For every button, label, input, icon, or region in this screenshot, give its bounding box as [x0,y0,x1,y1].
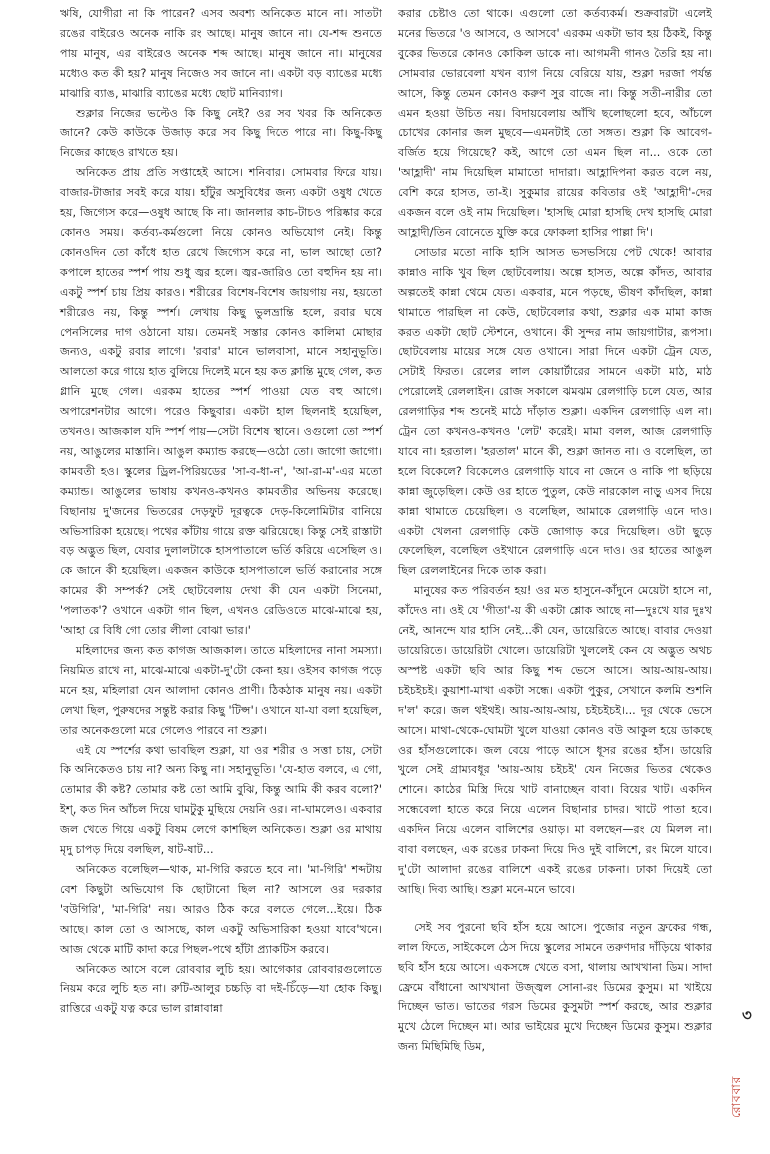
paragraph: সেই সব পুরনো ছবি হাঁস হয়ে আসে। পুজোর নতুন ফ্রকের গন্ধ, লাল ফিতে, সাইকেলে ঠেস দিয়ে স্কুলের সামনে তরুণদার দাঁড়িয়ে থাকার ছবি হাঁস হয়ে আসে। একসঙ্গে খেতে বসা, থালায় আখখানা ডিম। সাদা ফ্রেমে বাঁধানো আখখানা উজ্জ্বল সোনা-রং ডিমের কুসুম। মা খাইয়ে দিচ্ছেন ভাত। ভাতের গরস ডিমের কুসুমটা স্পর্শ করছে, আর শুক্লার মুখে ঠেলে দিচ্ছেন মা। আর ভাইয়ের মুখে দিচ্ছেন ডিমের কুসুম। শুক্লার জন্য মিছিমিছি ডিম, [398,920,712,1054]
paragraph: করার চেষ্টাও তো থাকে। এগুলো তো কর্তব্যকর্ম। শুক্রবারটা এলেই মনের ভিতরে 'ও আসবে, ও আসবে' এরকম একটা ভাব হয় ঠিকই, কিন্তু বুকের ভিতরে কোনও কোকিল ডাকে না। আগমনী গানও তৈরি হয় না। সোমবার ভোরবেলা যখন ব্যাগ নিয়ে বেরিয়ে যায়, শুক্লা দরজা পর্যন্ত আসে, কিন্তু তেমন কোনও করুণ সুর বাজে না। কিন্তু সতী-নারীর তো এমন হওয়া উচিত নয়। বিদায়বেলায় আঁখি ছলোছলো হবে, আঁচলে চোখের কোনার জল মুছবে—এমনটাই তো সঙ্গত। শুক্লা কি আবেগ-বর্জিত হয়ে গিয়েছে? কই, আগে তো এমন ছিল না... ওকে তো 'আহ্লাদী' নাম দিয়েছিল মামাতো দাদারা। আহ্লাদিপনা করত বলে নয়, বেশি করে হাসত, তা-ই। সুকুমার রায়ের কবিতার ওই 'আহ্লাদী'-দের একজন বলে ওই নাম দিয়েছিল। 'হাসছি মোরা হাসছি দেখ হাসছি মোরা আহ্লাদী/তিন বোনেতে যুক্তি করে ফোকলা হাসির পাল্লা দি'। [398,7,712,239]
paragraph: অনিকেত প্রায় প্রতি সপ্তাহেই আসে। শনিবার। সোমবার ফিরে যায়। বাজার-টাজার সবই করে যায়। হাঁটুর অসুবিধের জন্য একটা ওষুধ খেতে হয়, জিগ্যেস করে—ওষুধ আছে কি না। জানলার কাচ-টাচও পরিষ্কার করে কোনও সময়। কর্তব্য-কর্মগুলো নিয়ে কোনও অভিযোগ নেই। কিন্তু কোনওদিন তো কাঁধে হাত রেখে জিগ্যেস করে না, ভাল আছো তো? কপালে হাতের স্পর্শ পায় শুধু জ্বর হলে। জ্বর-জারিও তো বহুদিন হয় না। একটু স্পর্শ চায় প্রিয় কারও। শরীরের বিশেষ-বিশেষ জায়গায় নয়, হয়তো শরীরেও নয়, কিন্তু স্পর্শ। লেখায় কিছু ভুলভ্রান্তি হলে, রবার ঘষে পেনসিলের দাগ ওঠানো যায়। তেমনই সস্তার কোনও কালিমা মোছার জন্যও, একটু রবার লাগে। 'রবার' মানে ভালবাসা, মানে সহানুভূতি। আলতো করে গায়ে হাত বুলিয়ে দিলেই মনে হয় কত ক্লান্তি মুছে গেল, কত গ্লানি মুছে গেল। এরকম হাতের স্পর্শ পাওয়া যেত বহু আগে। অপারেশনটার আগে। পরেও কিছুবার। একটা হাল ছিলনাই হয়েছিল, তখনও। আজকাল যদি স্পর্শ পায়—সেটা বিশেষ স্থানে। ওগুলো তো স্পর্শ নয়, আঙুলের মাস্তানি। আঙুল কম্যান্ড করছে—ওঠো তো। জাগো জাগো। কামবতী হও। স্কুলের ড্রিল-পিরিয়ডের 'সা-ব-ধা-ন', 'আ-রা-ম'-এর মতো কম্যান্ড। আঙুলের ভাষায় কখনও-কখনও কামবতীর অভিনয় করেছে। বিছানায় দু'জনের ভিতরের দেড়ফুট দূরত্বকে দেড়-কিলোমিটার বানিয়ে অভিসারিকা হয়েছে। পথের কাঁটায় গায়ে রক্ত ঝরিয়েছে। কিন্তু সেই রাস্তাটা বড় অদ্ভুত ছিল, যেবার দুলালটাকে হাসপাতালে ভর্তি করিয়ে এসেছিল ও। কে জানে কী হয়েছিল। একজন কাউকে হাসপাতালে ভর্তি করানোর সঙ্গে কামের কী সম্পর্ক? সেই ছোটবেলায় দেখা কী যেন একটা সিনেমা, 'পলাতক'? ওখানে একটা গান ছিল, এখনও রেডিওতে মাঝে-মাঝে হয়, 'আহা রে বিধি গো তোর লীলা বোঝা ভার।' [60,166,382,638]
paragraph: অনিকেত বলেছিল—থাক, মা-গিরি করতে হবে না। 'মা-গিরি' শব্দটায় বেশ কিছুটা অভিযোগ কি ছোটানো ছিল না? আসলে ওর দরকার 'বউগিরি', 'মা-গিরি' নয়। আরও ঠিক করে বলতে গেলে...ইয়ে। ঠিক আছে। কাল তো ও আসছে, কাল একটু অভিসারিকা হওয়া যাবে'খনে। আজ থেকে মাটি কাদা করে পিছল-পথে হাঁটা প্র্যাকটিস করবে। [60,862,382,956]
paragraph: শুক্লার নিজের ভল্টেও কি কিছু নেই? ওর সব খবর কি অনিকেত জানে? কেউ কাউকে উজাড় করে সব কিছু দিতে পারে না। কিছু-কিছু নিজের কাছেও রাখতে হয়। [60,106,382,160]
paragraph: সোডার মতো নাকি হাসি আসত ভসভসিয়ে পেট থেকে! আবার কান্নাও নাকি খুব ছিল ছোটবেলায়। অল্পে হাসত, অল্পে কাঁদত, আবার অল্পতেই কান্না থেমে যেত। একবার, মনে পড়ছে, ভীষণ কাঁদছিল, কান্না থামাতে পারছিল না কেউ, ছোটবেলার কথা, শুক্লার এক মামা কাজ করত একটা ছোট স্টেশনে, ওখানে। কী সুন্দর নাম জায়গাটার, রূপসা। ছোটবেলায় মায়ের সঙ্গে যেত ওখানে। সারা দিনে একটা ট্রেন যেত, সেটাই ফিরত। রেলের লাল কোয়ার্টারের সামনে একটা মাঠ, মাঠ পেরোলেই রেললাইন। রোজ সকালে ঝমঝম রেলগাড়ি চলে যেত, আর রেলগাড়ির শব্দ শুনেই মাঠে দাঁড়াত শুক্লা। একদিন রেলগাড়ি এল না। ট্রেন তো কখনও-কখনও 'লেট' করেই। মামা বলল, আজ রেলগাড়ি যাবে না। হরতাল। 'হরতাল' মানে কী, শুক্লা জানত না। ও বলেছিল, তা হলে বিকেলে? বিকেলেও রেলগাড়ি যাবে না জেনে ও নাকি পা ছড়িয়ে কান্না জুড়েছিল। কেউ ওর হাতে পুতুল, কেউ নারকোল নাড়ু এসব দিয়ে কান্না থামাতে চেয়েছিল। ও বলেছিল, আমাকে রেলগাড়ি এনে দাও। একটা খেলনা রেলগাড়ি কেউ জোগাড় করে দিয়েছিল। ওটা ছুড়ে ফেলেছিল, বলেছিল ওইখানে রেলগাড়ি এনে দাও। ওর হাতের আঙুল ছিল রেললাইনের দিকে তাক করা। [398,245,712,578]
paragraph: মহিলাদের জন্য কত কাগজ আজকাল। তাতে মহিলাদের নানা সমস্যা। নিয়মিত রাখে না, মাঝে-মাঝে একটা-দু'টো কেনা হয়। ওইসব কাগজ পড়ে মনে হয়, মহিলারা যেন আলাদা কোনও প্রাণী। ঠিকঠাক মানুষ নয়। একটা লেখা ছিল, পুরুষদের সন্তুষ্ট করার কিছু 'টিপ্স'। ওখানে যা-যা বলা হয়েছিল, তার অনেকগুলো মরে গেলেও পারবে না শুক্লা। [60,644,382,737]
page-number: ৩ [742,1006,752,1024]
section-break [398,900,712,918]
paragraph: মানুষের কত পরিবর্তন হয়! ওর মত হাসুনে-কাঁদুনে মেয়েটা হাসে না, কাঁদেও না। ওই যে 'গীতা'-য় কী একটা শ্লোক আছে না—দুঃখে যার দুঃখ নেই, আনন্দে যার হাসি নেই...কী যেন, ডায়েরিতে আছে। বাবার দেওয়া ডায়েরিতে। ডায়েরিটা খোলে। ডায়েরিটা খুললেই কেন যে অদ্ভুত অথচ অস্পষ্ট একটা ছবি আর কিছু শব্দ ভেসে আসে। আয়-আয়-আয়। চইচইচই। কুয়াশা-মাখা একটা সন্ধে। একটা পুকুর, সেখানে কলমি শুশনি দ'ল' করে। জল থইথই। আয়-আয়-আয়, চইচইচই।... দূর থেকে ভেসে আসে। মাথা-থেকে-ঘোমটা খুলে যাওয়া কোনও বউ আকুল হয়ে ডাকছে ওর হাঁসগুলোকে। জল বেয়ে পাড়ে আসে ধূসর রঙের হাঁস। ডায়েরি খুলে সেই গ্রাম্যবধূর 'আয়-আয় চইচই' যেন নিজের ভিতর থেকেও শোনে। কাঠের মিস্ত্রি দিয়ে খাট বানাচ্ছেন বাবা। বিয়ের খাট। একদিন সন্ধেবেলা হাতে করে নিয়ে এলেন বিছানার চাদর। খাটে পাতা হবে। একদিন নিয়ে এলেন বালিশের ওয়াড়। মা বলছেন—রং যে মিলল না। বাবা বলছেন, এক রঙের ঢাকনা দিয়ে দিও দুই বালিশে, রং মিলে যাবে। দু'টো আলাদা রঙের বালিশে একই রঙের ঢাকনা। ঢাকা দিয়েই তো আছি। দিব্য আছি। শুক্লা মনে-মনে ভাবে। [398,584,712,896]
paragraph: ঋষি, যোগীরা না কি পারেন? এসব অবশ্য অনিকেত মানে না। সাতটা রঙের বাইরেও অনেক নাকি রং আছে। মানুষ জানে না। যে-শব্দ শুনতে পায় মানুষ, এর বাইরেও অনেক শব্দ আছে। মানুষ জানে না। মানুষের মধ্যেও কত কী হয়? মানুষ নিজেও সব জানে না। একটা বড় ব্যাঙের মধ্যে মাঝারি ব্যাঙ, মাঝারি ব্যাঙের মধ্যে ছোট মানিব্যাগ। [60,7,382,100]
paragraph: এই যে স্পর্শের কথা ভাবছিল শুক্লা, যা ওর শরীর ও সত্তা চায়, সেটা কি অনিকেতও চায় না? অন্য কিছু না। সহানুভূতি। 'যে-হাত বলবে, এ গো, তোমার কী কষ্ট? তোমার কষ্ট তো আমি বুঝি, কিন্তু আমি কী করব বলো?' ইশ্, কত দিন আঁচল দিয়ে ঘামটুকু মুছিয়ে দেয়নি ওর। না-ঘামলেও। একবার জল খেতে গিয়ে একটু বিষম লেগে কাশছিল অনিকেত। শুক্লা ওর মাথায় মৃদু চাপড় দিয়ে বলছিল, ষাট-ষাট... [60,743,382,857]
magazine-name: রোববার [729,1075,743,1118]
right-column [398,4,712,1057]
left-column [60,4,382,1019]
paragraph: অনিকেত আসে বলে রোববার লুচি হয়। আগেকার রোববারগুলোতে নিয়ম করে লুচি হত না। রুটি-আলুর চচ্চড়ি বা দই-চিঁড়ে—যা হোক কিছু। রাত্তিরে একটু যত্ন করে ভাল রান্নাবান্না [60,962,382,1016]
